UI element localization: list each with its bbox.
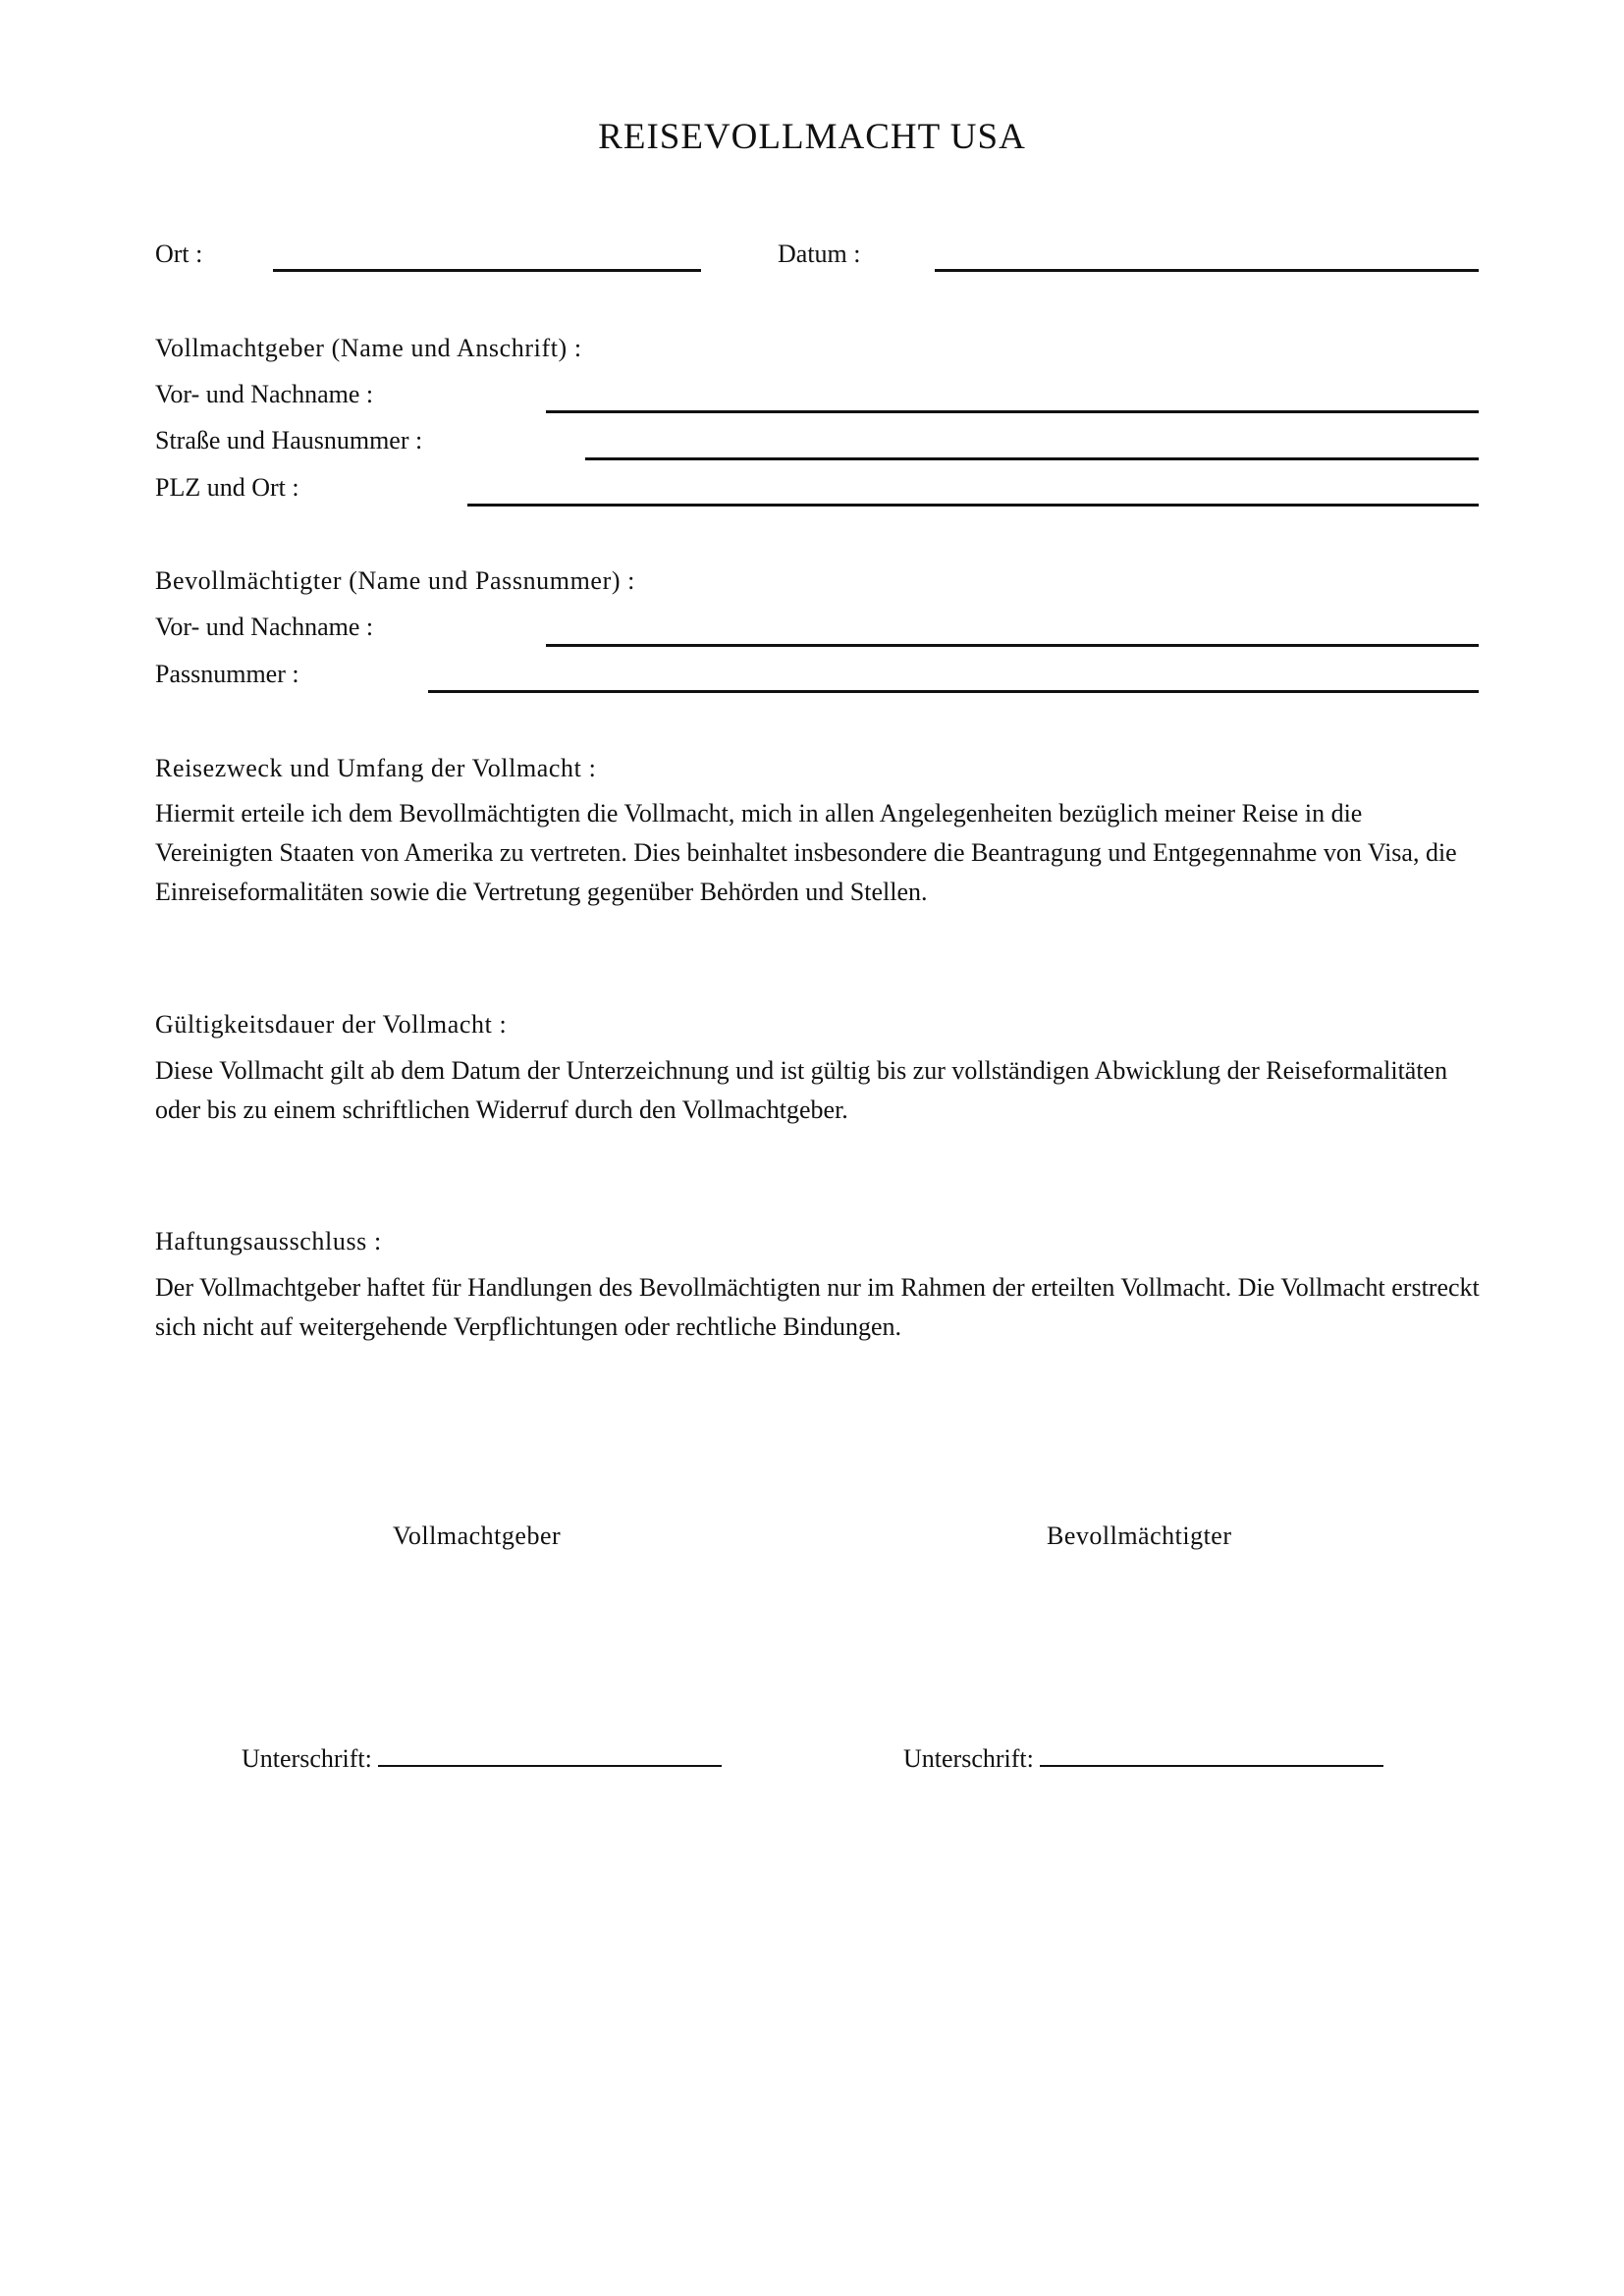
bevollmaechtigter-name-line[interactable] — [546, 644, 1479, 647]
ort-label: Ort : — [155, 240, 203, 268]
reisezweck-heading: Reisezweck und Umfang der Vollmacht : — [155, 754, 597, 782]
document-title: REISEVOLLMACHT USA — [598, 117, 1026, 157]
signature-row-left — [242, 1739, 722, 1774]
signature-role-bevollmaechtigter: Bevollmächtigter — [1047, 1522, 1232, 1550]
signature-role-vollmachtgeber: Vollmachtgeber — [393, 1522, 562, 1550]
vollmachtgeber-street-line[interactable] — [585, 457, 1479, 460]
gueltigkeit-heading: Gültigkeitsdauer der Vollmacht : — [155, 1010, 508, 1039]
vollmachtgeber-name-line[interactable] — [546, 410, 1479, 413]
vollmachtgeber-name-label: Vor- und Nachname : — [155, 380, 374, 408]
bevollmaechtigter-name-label: Vor- und Nachname : — [155, 613, 374, 641]
bevollmaechtigter-heading: Bevollmächtigter (Name und Passnummer) : — [155, 566, 636, 595]
signature-row-right — [903, 1739, 1383, 1774]
signature-label-left: Unterschrift: — [242, 1744, 372, 1773]
bevollmaechtigter-passport-line[interactable] — [428, 690, 1479, 693]
bevollmaechtigter-passport-label: Passnummer : — [155, 660, 299, 688]
signature-line-left[interactable] — [378, 1739, 722, 1767]
gueltigkeit-text: Diese Vollmacht gilt ab dem Datum der Unterzeichnung und ist gültig bis zur vollständigen Abwicklung der Reiseformalitäten oder bis zu einem schriftlichen Widerruf durch den Vollmachtgeber. — [155, 1056, 1448, 1124]
datum-label: Datum : — [778, 240, 861, 268]
signature-line-right[interactable] — [1040, 1739, 1383, 1767]
datum-field-line[interactable] — [935, 269, 1479, 272]
haftung-heading: Haftungsausschluss : — [155, 1227, 382, 1255]
signature-label-right: Unterschrift: — [903, 1744, 1034, 1773]
vollmachtgeber-plz-label: PLZ und Ort : — [155, 473, 299, 502]
vollmachtgeber-plz-line[interactable] — [467, 504, 1479, 507]
ort-field-line[interactable] — [273, 269, 701, 272]
reisezweck-text: Hiermit erteile ich dem Bevollmächtigten die Vollmacht, mich in allen Angelegenheiten bezüglich meiner Reise in die Vereinigten Staaten von Amerika zu vertreten. Dies beinhaltet insbesondere die Beantragung und Entgegennahme von Visa, die Einreiseformalitäten sowie die Vertretung gegenüber Behörden und Stellen. — [155, 799, 1457, 906]
vollmachtgeber-heading: Vollmachtgeber (Name und Anschrift) : — [155, 334, 582, 362]
vollmachtgeber-street-label: Straße und Hausnummer : — [155, 426, 423, 454]
haftung-text: Der Vollmachtgeber haftet für Handlungen des Bevollmächtigten nur im Rahmen der erteilten Vollmacht. Die Vollmacht erstreckt sich nicht auf weitergehende Verpflichtungen oder rechtliche Bindungen. — [155, 1273, 1480, 1341]
